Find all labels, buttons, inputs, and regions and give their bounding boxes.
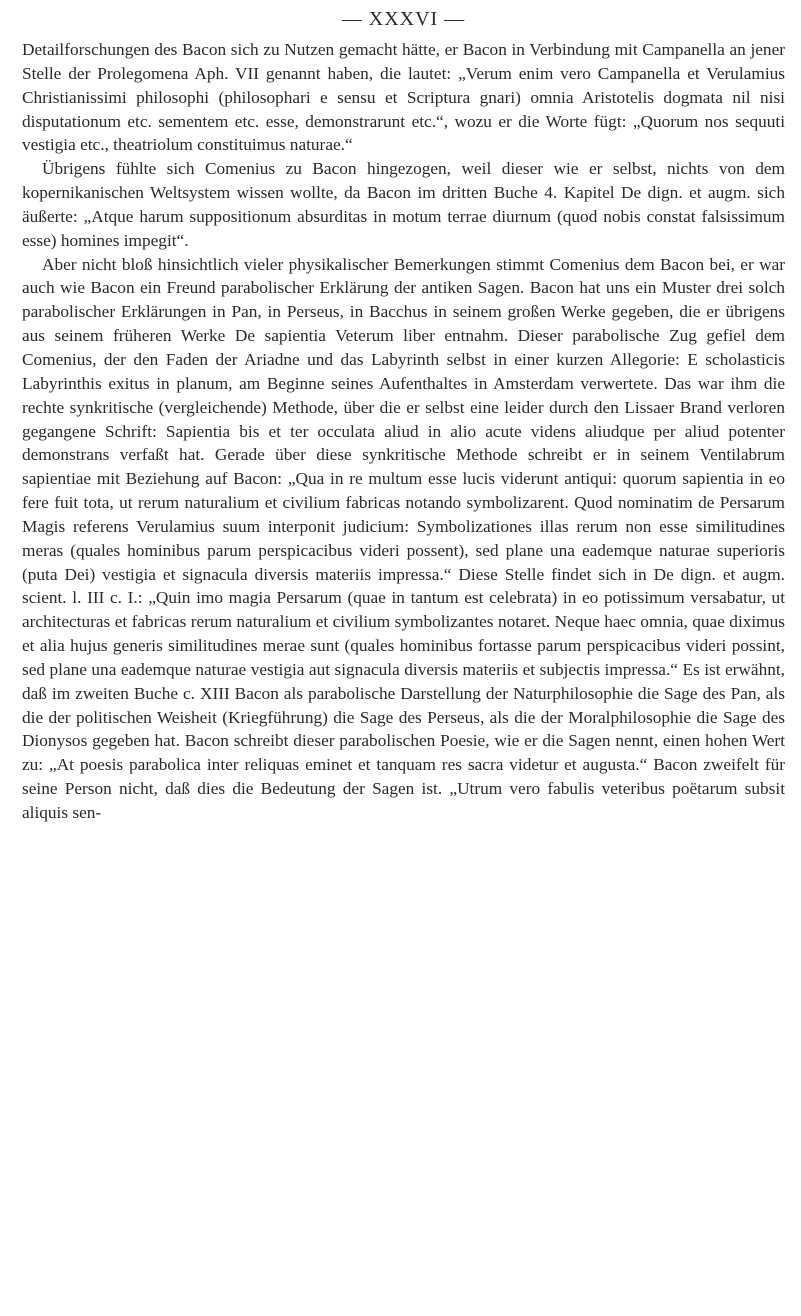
paragraph-2: Übrigens fühlte sich Comenius zu Bacon hingezogen, weil dieser wie er selbst, nichts von dem kopernikanischen Weltsystem wissen wollte, da Bacon im dritten Buche 4. Kapitel De dign. et augm. sich äußerte: „Atque harum suppositionum absurditas in motum terrae diurnum (quod nobis constat falsissimum esse) homines impegit“. (22, 159, 785, 250)
paragraph-3: Aber nicht bloß hinsichtlich vieler physikalischer Bemerkungen stimmt Comenius dem Bacon bei, er war auch wie Bacon ein Freund parabolischer Erklärung der antiken Sagen. Bacon hat uns ein Muster drei solch parabolischer Erklärungen in Pan, in Perseus, in Bacchus in seinem großen Werke gegeben, die er übrigens aus seinem früheren Werke De sapientia Veterum liber entnahm. Dieser parabolische Zug gefiel dem Comenius, der den Faden der Ariadne und das Labyrinth selbst in einer kurzen Allegorie: E scholasticis Labyrinthis exitus in planum, am Beginne seines Aufenthaltes in Amsterdam verwertete. Das war ihm die rechte synkritische (vergleichende) Methode, über die er selbst eine leider durch den Lissaer Brand verloren gegangene Schrift: Sapientia bis et ter occulata aliud in alio acute videns aliudque per aliud potenter demonstrans verfaßt hat. Gerade über diese synkritische Methode schreibt er in seinem Ventilabrum sapientiae mit Beziehung auf Bacon: „Qua in re multum esse lucis viderunt antiqui: quorum sapientia in eo fere fuit tota, ut rerum naturalium et civilium fabricas notando symbolizarent. Quod nominatim de Persarum Magis referens Verulamius suum interponit judicium: Symbolizationes illas rerum non esse similitudines meras (quales hominibus parum perspicacibus videri possent), sed plane una eademque naturae superioris (puta Dei) vestigia et signacula diversis materiis impressa.“ Diese Stelle findet sich in De dign. et augm. scient. l. III c. I.: „Quin imo magia Persarum (quae in tantum est celebrata) in eo potissimum versabatur, ut architecturas et fabricas rerum naturalium et civilium symbolizantes notaret. Neque haec omnia, quae diximus et alia hujus generis similitudines merae sunt (quales hominibus fortasse parum perspicacibus videri possint, sed plane una eademque naturae vestigia aut signacula diversis materiis et subjectis impressa.“ Es ist erwähnt, daß im zweiten Buche c. XIII Bacon als parabolische Darstellung der Naturphilosophie die Sage des Pan, als die der politischen Weisheit (Kriegführung) die Sage des Perseus, als die der Moralphilosophie die Sage des Dionysos gegeben hat. Bacon schreibt dieser parabolischen Poesie, wie er die Sagen nennt, einen hohen Wert zu: „At poesis parabolica inter reliquas eminet et tanquam res sacra videtur et augusta.“ Bacon zweifelt für seine Person nicht, daß dies die Bedeutung der Sagen ist. „Utrum vero fabulis veteribus poëtarum subsit aliquis sen- (22, 254, 785, 822)
paragraph-1: Detailforschungen des Bacon sich zu Nutzen gemacht hätte, er Bacon in Verbindung mit Campanella an jener Stelle der Prolegomena Aph. VII genannt haben, die lautet: „Verum enim vero Campanella et Verulamius Christianissimi philosophi (philosophari e sensu et Scriptura gnari) omnia Aristotelis dogmata nil nisi disputationum etc. sementem etc. esse, demonstrarunt etc.“, wozu er die Worte fügt: „Quorum nos sequuti vestigia etc., theatriolum constituimus naturae.“ (22, 40, 785, 155)
page-header: — XXXVI — (341, 8, 466, 30)
page-body (22, 38, 785, 825)
